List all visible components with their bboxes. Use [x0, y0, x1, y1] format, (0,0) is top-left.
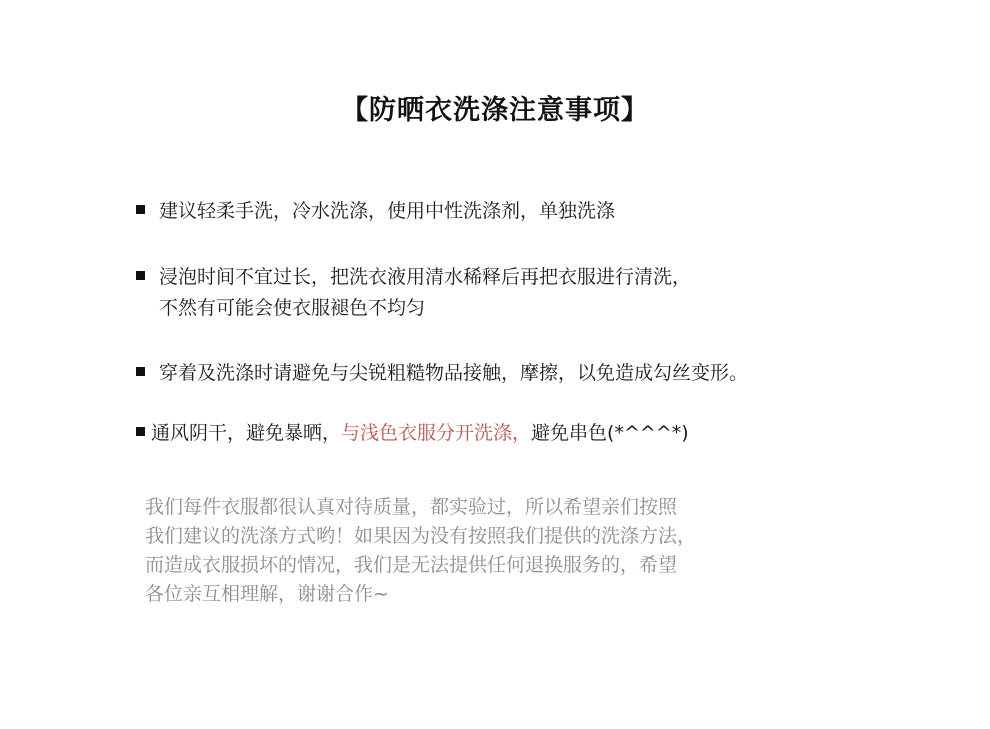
highlighted-warning-text: 与浅色衣服分开洗涤， [341, 422, 532, 444]
care-item-continuation: 不然有可能会使衣服褪色不均匀 [159, 297, 426, 319]
care-item-text: 浸泡时间不宜过长，把洗衣液用清水稀释后再把衣服进行清洗， [159, 266, 692, 288]
care-item [136, 418, 689, 449]
square-bullet-icon [136, 427, 145, 436]
notice-paragraph [145, 493, 845, 609]
notice-line: 我们建议的洗涤方式哟！如果因为没有按照我们提供的洗涤方法， [145, 525, 697, 547]
notice-line: 各位亲互相理解，谢谢合作~ [145, 583, 389, 605]
square-bullet-icon [136, 205, 145, 214]
care-item-text: 建议轻柔手洗，冷水洗涤，使用中性洗涤剂，单独洗涤 [159, 200, 616, 222]
notice-line: 我们每件衣服都很认真对待质量，都实验过，所以希望亲们按照 [145, 496, 678, 518]
square-bullet-icon [136, 271, 145, 280]
care-item-text: 避免串色(*^^^*) [531, 422, 689, 444]
care-item [136, 262, 691, 324]
care-item [136, 196, 615, 227]
page-title: 【防晒衣洗涤注意事项】 [341, 95, 649, 126]
square-bullet-icon [136, 367, 145, 376]
care-item-text: 通风阴干，避免暴晒， [151, 422, 342, 444]
care-item-text: 穿着及洗涤时请避免与尖锐粗糙物品接触，摩擦，以免造成勾丝变形。 [159, 362, 749, 384]
notice-line: 而造成衣服损坏的情况，我们是无法提供任何退换服务的，希望 [145, 554, 678, 576]
care-item [136, 358, 748, 389]
